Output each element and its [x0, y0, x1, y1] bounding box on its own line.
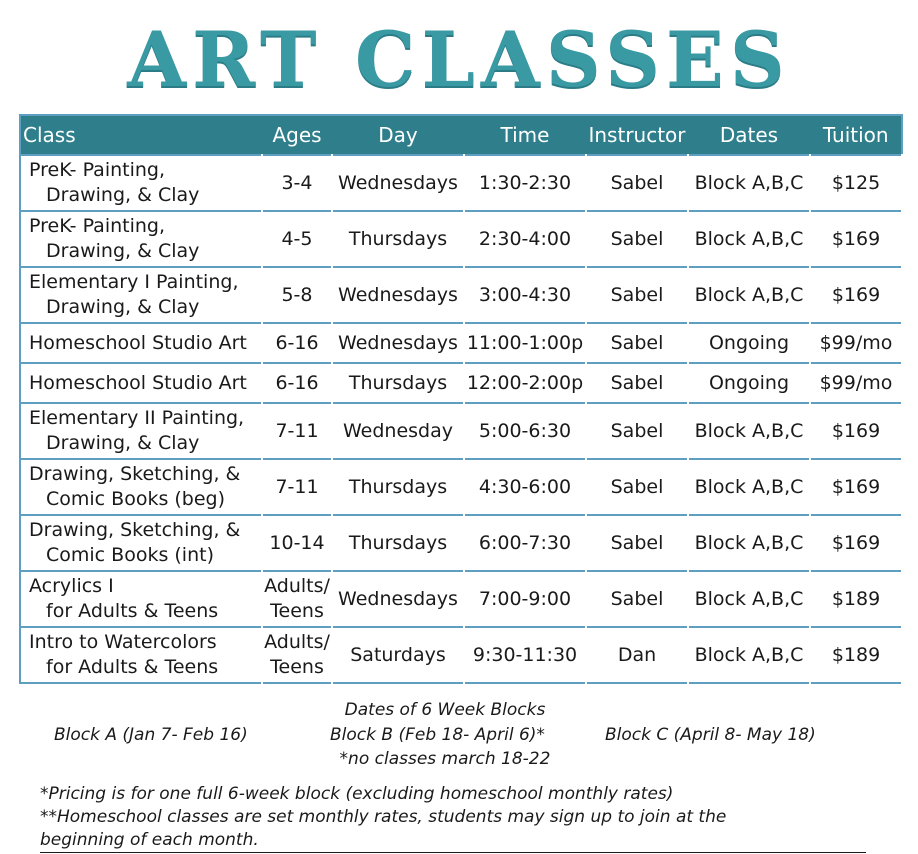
time-cell: 1:30-2:30: [464, 155, 586, 211]
class-cell: Drawing, Sketching, & Comic Books (beg): [20, 459, 262, 515]
block-c-dates: Block C (April 8- May 18): [605, 725, 816, 745]
day-cell: Thursdays: [332, 363, 464, 403]
time-cell: 9:30-11:30: [464, 627, 586, 683]
tuition-cell: $189: [810, 571, 902, 627]
tuition-cell: $169: [810, 459, 902, 515]
table-row: [20, 155, 902, 211]
dates-cell: Block A,B,C: [688, 571, 810, 627]
dates-cell: Block A,B,C: [688, 155, 810, 211]
ages-cell: 6-16: [262, 323, 332, 363]
dates-cell: Block A,B,C: [688, 459, 810, 515]
header-instructor: Instructor: [586, 115, 688, 155]
class-cell: Acrylics I for Adults & Teens: [20, 571, 262, 627]
day-cell: Saturdays: [332, 627, 464, 683]
page-title: ART CLASSES: [127, 15, 791, 104]
header-ages: Ages: [262, 115, 332, 155]
tuition-cell: $169: [810, 211, 902, 267]
instructor-cell: Sabel: [586, 211, 688, 267]
dates-cell: Block A,B,C: [688, 267, 810, 323]
block-a-dates: Block A (Jan 7- Feb 16): [54, 725, 248, 745]
no-classes-note: *no classes march 18-22: [339, 749, 551, 769]
table-row: [20, 267, 902, 323]
class-cell: Drawing, Sketching, & Comic Books (int): [20, 515, 262, 571]
table-row: [20, 363, 902, 403]
instructor-cell: Sabel: [586, 267, 688, 323]
day-cell: Thursdays: [332, 459, 464, 515]
table-row: [20, 515, 902, 571]
dates-cell: Block A,B,C: [688, 515, 810, 571]
header-time: Time: [464, 115, 586, 155]
ages-cell: 7-11: [262, 459, 332, 515]
divider: [40, 852, 866, 853]
tuition-cell: $99/mo: [810, 363, 902, 403]
instructor-cell: Sabel: [586, 323, 688, 363]
header-class: Class: [20, 115, 262, 155]
class-cell: Homeschool Studio Art: [20, 363, 262, 403]
class-cell: PreK- Painting, Drawing, & Clay: [20, 211, 262, 267]
time-cell: 12:00-2:00p: [464, 363, 586, 403]
day-cell: Wednesdays: [332, 571, 464, 627]
table-row: [20, 459, 902, 515]
ages-cell: Adults/ Teens: [262, 571, 332, 627]
class-cell: Elementary I Painting, Drawing, & Clay: [20, 267, 262, 323]
time-cell: 6:00-7:30: [464, 515, 586, 571]
tuition-cell: $189: [810, 627, 902, 683]
classes-table: [19, 114, 903, 684]
dates-cell: Block A,B,C: [688, 211, 810, 267]
dates-cell: Ongoing: [688, 363, 810, 403]
time-cell: 5:00-6:30: [464, 403, 586, 459]
class-cell: Elementary II Painting, Drawing, & Clay: [20, 403, 262, 459]
header-day: Day: [332, 115, 464, 155]
table-header-row: [20, 115, 902, 155]
instructor-cell: Sabel: [586, 571, 688, 627]
time-cell: 11:00-1:00p: [464, 323, 586, 363]
tuition-cell: $169: [810, 267, 902, 323]
class-cell: Homeschool Studio Art: [20, 323, 262, 363]
dates-cell: Block A,B,C: [688, 627, 810, 683]
time-cell: 4:30-6:00: [464, 459, 586, 515]
ages-cell: Adults/ Teens: [262, 627, 332, 683]
instructor-cell: Sabel: [586, 515, 688, 571]
homeschool-note: **Homeschool classes are set monthly rates, students may sign up to join at the: [40, 807, 727, 827]
ages-cell: 10-14: [262, 515, 332, 571]
class-cell: PreK- Painting, Drawing, & Clay: [20, 155, 262, 211]
table-row: [20, 323, 902, 363]
day-cell: Wednesday: [332, 403, 464, 459]
time-cell: 7:00-9:00: [464, 571, 586, 627]
ages-cell: 4-5: [262, 211, 332, 267]
block-b-dates: Block B (Feb 18- April 6)*: [330, 725, 545, 745]
header-tuition: Tuition: [810, 115, 902, 155]
table-row: [20, 211, 902, 267]
tuition-cell: $99/mo: [810, 323, 902, 363]
time-cell: 3:00-4:30: [464, 267, 586, 323]
class-cell: Intro to Watercolors for Adults & Teens: [20, 627, 262, 683]
dates-cell: Block A,B,C: [688, 403, 810, 459]
day-cell: Wednesdays: [332, 155, 464, 211]
instructor-cell: Sabel: [586, 155, 688, 211]
tuition-cell: $169: [810, 515, 902, 571]
ages-cell: 6-16: [262, 363, 332, 403]
day-cell: Wednesdays: [332, 267, 464, 323]
tuition-cell: $169: [810, 403, 902, 459]
dates-cell: Ongoing: [688, 323, 810, 363]
table-row: [20, 403, 902, 459]
instructor-cell: Sabel: [586, 459, 688, 515]
ages-cell: 7-11: [262, 403, 332, 459]
blocks-title: Dates of 6 Week Blocks: [344, 700, 546, 720]
day-cell: Thursdays: [332, 515, 464, 571]
table-row: [20, 571, 902, 627]
instructor-cell: Sabel: [586, 363, 688, 403]
ages-cell: 3-4: [262, 155, 332, 211]
time-cell: 2:30-4:00: [464, 211, 586, 267]
instructor-cell: Sabel: [586, 403, 688, 459]
homeschool-note-continued: beginning of each month.: [40, 830, 259, 850]
tuition-cell: $125: [810, 155, 902, 211]
day-cell: Wednesdays: [332, 323, 464, 363]
ages-cell: 5-8: [262, 267, 332, 323]
header-dates: Dates: [688, 115, 810, 155]
day-cell: Thursdays: [332, 211, 464, 267]
table-row: [20, 627, 902, 683]
instructor-cell: Dan: [586, 627, 688, 683]
pricing-note: *Pricing is for one full 6-week block (excluding homeschool monthly rates): [40, 784, 674, 804]
